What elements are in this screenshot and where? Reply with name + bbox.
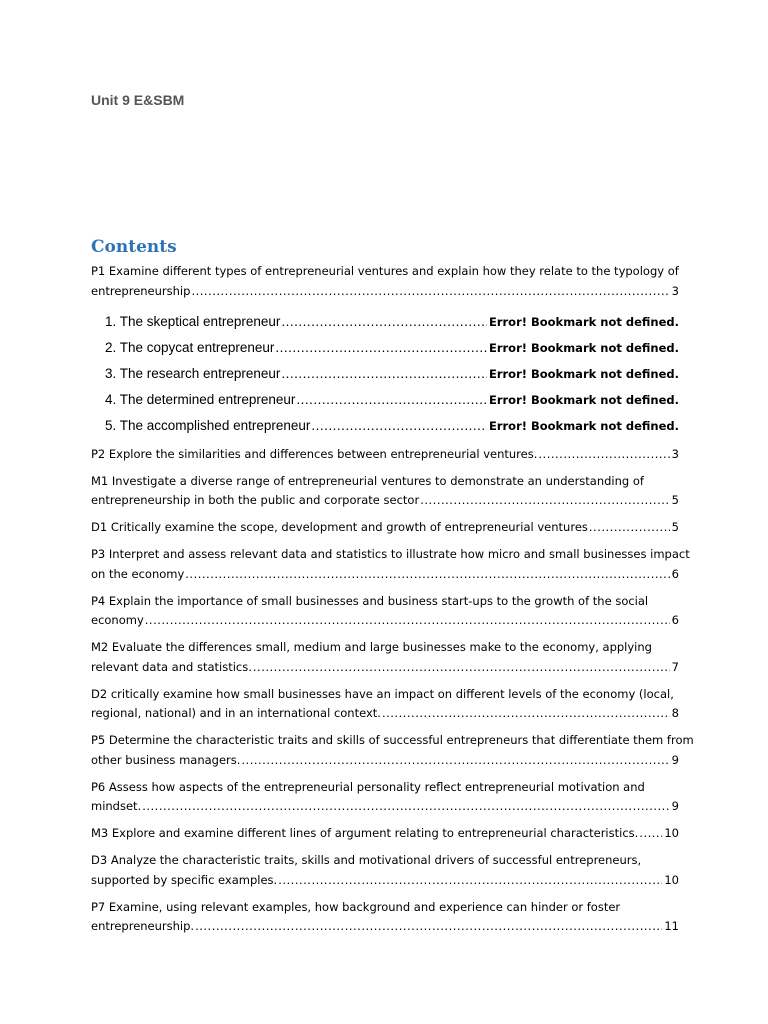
toc-entry-line <box>91 491 679 511</box>
toc-entry-line <box>91 518 679 538</box>
toc-entry-text: mindset. <box>91 799 142 813</box>
toc-sub-entry[interactable] <box>91 387 679 413</box>
dot-leader <box>420 491 669 511</box>
document-header: Unit 9 E&SBM <box>91 92 185 108</box>
page-number: 3 <box>671 446 679 461</box>
dot-leader <box>589 518 670 538</box>
page-number: 9 <box>671 752 679 767</box>
toc-entry-text: entrepreneurship. <box>91 919 195 933</box>
toc-sub-entry-text: 5. The accomplished entrepreneur <box>105 417 311 433</box>
page-number: 9 <box>671 799 679 813</box>
toc-entry-line <box>91 611 679 631</box>
toc-entry[interactable] <box>91 638 679 677</box>
toc-entry-text: P6 Assess how aspects of the entrepreneurial personality reflect entrepreneurial motivation and <box>91 779 645 794</box>
toc-entry[interactable] <box>91 851 679 890</box>
toc-entry-line <box>91 445 679 465</box>
toc-entry-line <box>91 565 679 585</box>
toc-entry-line <box>91 658 679 678</box>
page-number: 8 <box>671 706 679 720</box>
toc-entry-line <box>91 871 679 891</box>
page-number: 3 <box>671 283 679 298</box>
toc-entry-text: on the economy <box>91 566 185 581</box>
page-number: 5 <box>671 520 679 534</box>
toc-entry-text: regional, national) and in an international context. <box>91 706 381 720</box>
toc-entry[interactable] <box>91 545 690 584</box>
toc-entry-text: P3 Interpret and assess relevant data and statistics to illustrate how micro and small businesses impact <box>91 547 690 561</box>
toc-entry-text: D2 critically examine how small businesses have an impact on different levels of the economy (local, <box>91 686 674 701</box>
toc-sub-entry[interactable] <box>91 335 679 361</box>
page-number: 11 <box>664 919 679 933</box>
dot-leader <box>538 445 669 465</box>
bookmark-error: Error! Bookmark not defined. <box>488 366 679 381</box>
dot-leader <box>145 611 670 631</box>
dot-leader <box>191 282 669 302</box>
toc-entry-line <box>91 282 679 302</box>
page-number: 10 <box>664 872 679 887</box>
toc-entry-text: other business managers. <box>91 752 241 767</box>
toc-entry[interactable] <box>91 778 679 817</box>
dot-leader <box>311 413 487 439</box>
page-number: 6 <box>671 566 679 581</box>
toc-sub-entry[interactable] <box>91 413 679 439</box>
toc-entry-text: M1 Investigate a diverse range of entrepreneurial ventures to demonstrate an understanding of <box>91 473 644 488</box>
dot-leader <box>296 387 487 413</box>
toc-entry[interactable] <box>91 731 694 770</box>
toc-entry-text: D1 Critically examine the scope, development and growth of entrepreneurial ventures <box>91 520 588 534</box>
dot-leader <box>241 751 669 771</box>
dot-leader <box>382 704 670 724</box>
dot-leader <box>281 309 487 335</box>
dot-leader <box>639 824 662 844</box>
toc-sub-entry[interactable] <box>91 361 679 387</box>
bookmark-error: Error! Bookmark not defined. <box>488 418 679 433</box>
dot-leader <box>142 797 669 817</box>
toc-entry[interactable] <box>91 824 679 844</box>
dot-leader <box>195 917 662 937</box>
toc-sub-entry[interactable] <box>91 309 679 335</box>
toc-entry-text: P1 Examine different types of entrepreneurial ventures and explain how they relate to the typology of <box>91 264 679 278</box>
page-number: 10 <box>664 826 679 840</box>
toc-entry[interactable] <box>91 262 679 301</box>
page-number: 7 <box>671 659 679 674</box>
toc-entry-line <box>91 917 679 937</box>
dot-leader <box>281 361 487 387</box>
toc-sub-entry-text: 3. The research entrepreneur <box>105 365 281 381</box>
toc-entry[interactable] <box>91 518 679 538</box>
toc-entry-text: P7 Examine, using relevant examples, how background and experience can hinder or foster <box>91 899 621 914</box>
toc-entry-text: entrepreneurship <box>91 283 191 298</box>
bookmark-error: Error! Bookmark not defined. <box>488 314 679 329</box>
dot-leader <box>278 871 662 891</box>
toc-entry-text: relevant data and statistics. <box>91 659 252 674</box>
toc-entry-text: P4 Explain the importance of small businesses and business start-ups to the growth of the social <box>91 593 649 608</box>
toc-entry[interactable] <box>91 685 679 724</box>
toc-entry[interactable] <box>91 472 679 511</box>
dot-leader <box>253 658 670 678</box>
toc-entry[interactable] <box>91 898 679 937</box>
toc-entry-text: M3 Explore and examine different lines of argument relating to entrepreneurial characteristics. <box>91 826 639 840</box>
toc-sub-entry-text: 4. The determined entrepreneur <box>105 391 296 407</box>
toc-entry[interactable] <box>91 592 679 631</box>
toc-entry-text: D3 Analyze the characteristic traits, skills and motivational drivers of successful entrepreneurs, <box>91 853 642 867</box>
toc-entry-text: entrepreneurship in both the public and corporate sector <box>91 493 420 507</box>
toc-entry-line <box>91 797 679 817</box>
page-number: 6 <box>671 613 679 627</box>
bookmark-error: Error! Bookmark not defined. <box>488 340 679 355</box>
sub-entry-list <box>91 309 679 439</box>
page-number: 5 <box>671 493 679 507</box>
toc-entry-text: P2 Explore the similarities and differences between entrepreneurial ventures. <box>91 446 538 461</box>
toc-entry-text: M2 Evaluate the differences small, medium and large businesses make to the economy, applying <box>91 640 652 654</box>
table-of-contents <box>91 262 694 944</box>
toc-entry-line <box>91 704 679 724</box>
toc-entry-text: economy <box>91 613 144 627</box>
dot-leader <box>275 335 487 361</box>
toc-entry[interactable] <box>91 445 679 465</box>
toc-entry-line <box>91 824 679 844</box>
toc-sub-entry-text: 1. The skeptical entrepreneur <box>105 313 281 329</box>
toc-entry-text: P5 Determine the characteristic traits and skills of successful entrepreneurs that differentiate them from <box>91 733 694 747</box>
bookmark-error: Error! Bookmark not defined. <box>488 392 679 407</box>
dot-leader <box>185 565 669 585</box>
toc-entry-text: supported by specific examples. <box>91 872 278 887</box>
toc-entry-line <box>91 751 679 771</box>
contents-heading: Contents <box>91 237 177 257</box>
toc-sub-entry-text: 2. The copycat entrepreneur <box>105 339 275 355</box>
